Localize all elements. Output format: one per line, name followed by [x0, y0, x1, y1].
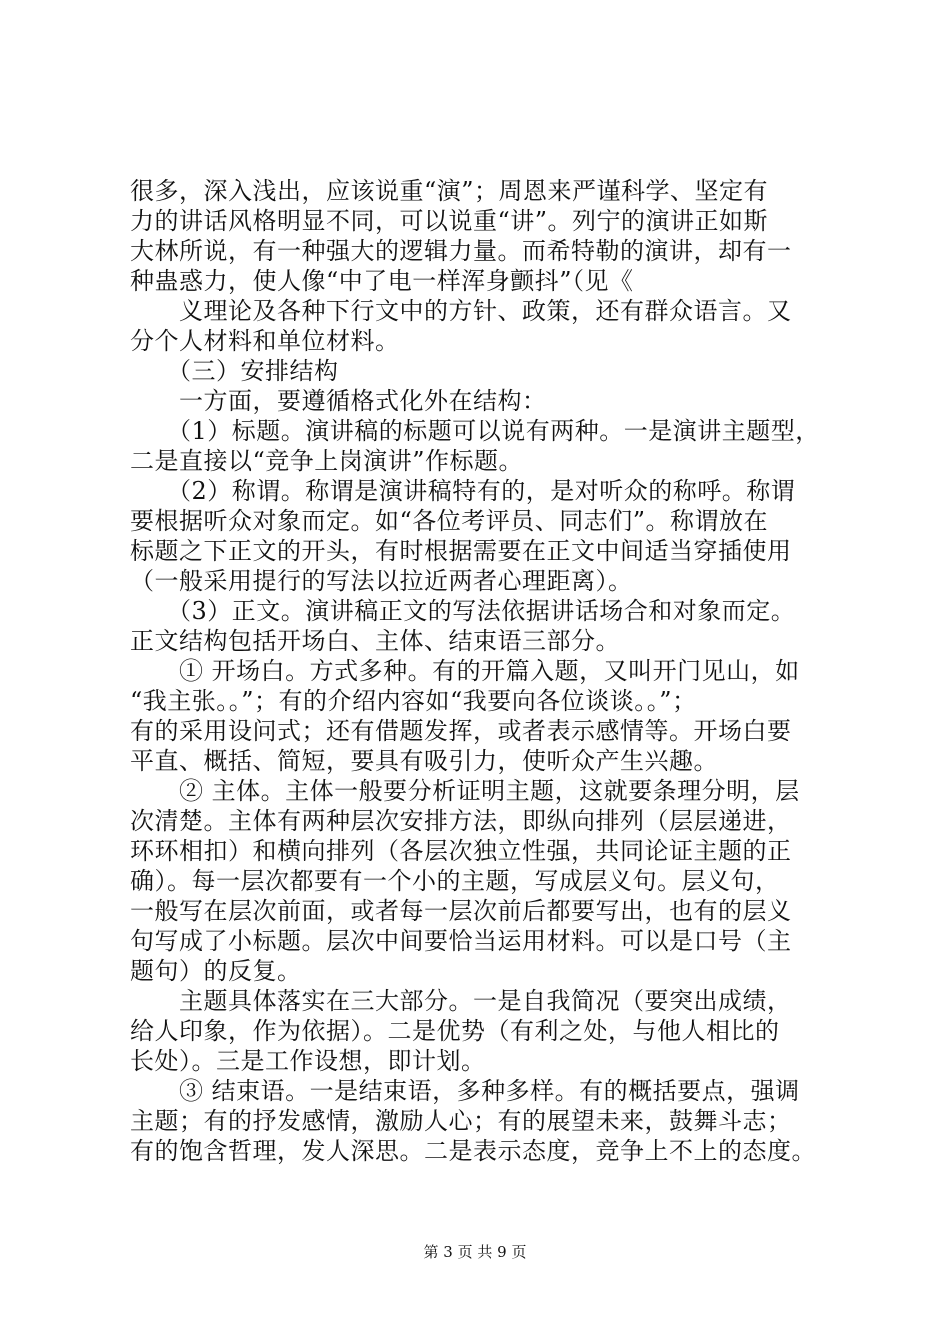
text-line: 给人印象，作为依据）。二是优势（有利之处，与他人相比的: [130, 1017, 780, 1045]
text-line: 长处）。三是工作设想，即计划。: [130, 1047, 486, 1075]
text-line: （3）正文。演讲稿正文的写法依据讲话场合和对象而定。: [130, 597, 796, 625]
text-line: 一方面，要遵循格式化外在结构：: [130, 387, 547, 415]
text-line: 义理论及各种下行文中的方针、政策，还有群众语言。又: [130, 297, 792, 325]
text-line: ③ 结束语。一是结束语，多种多样。有的概括要点，强调: [130, 1077, 800, 1105]
text-line: 主题具体落实在三大部分。一是自我简况（要突出成绩，: [130, 987, 792, 1015]
text-line: 标题之下正文的开头，有时根据需要在正文中间适当穿插使用: [130, 537, 792, 565]
text-line: （1）标题。演讲稿的标题可以说有两种。一是演讲主题型，: [130, 417, 820, 445]
text-line: 分个人材料和单位材料。: [130, 327, 400, 355]
text-line: （2）称谓。称谓是演讲稿特有的，是对听众的称呼。称谓: [130, 477, 796, 505]
text-line: 确）。每一层次都要有一个小的主题，写成层义句。层义句，: [130, 867, 780, 895]
text-line: 二是直接以“竞争上岗演讲”作标题。: [130, 447, 524, 475]
text-line: 一般写在层次前面，或者每一层次前后都要写出，也有的层义: [130, 897, 792, 925]
text-line: （一般采用提行的写法以拉近两者心理距离）。: [130, 567, 633, 595]
text-line: 要根据听众对象而定。如“各位考评员、同志们”。称谓放在: [130, 507, 769, 535]
text-line: 有的采用设问式；还有借题发挥，或者表示感情等。开场白要: [130, 717, 792, 745]
text-line: 题句）的反复。: [130, 957, 302, 985]
text-line: 句写成了小标题。层次中间要恰当运用材料。可以是口号（主: [130, 927, 792, 955]
text-line: ① 开场白。方式多种。有的开篇入题，又叫开门见山，如: [130, 657, 800, 685]
text-line: ② 主体。主体一般要分析证明主题，这就要条理分明，层: [130, 777, 800, 805]
page-number-footer: 第 3 页 共 9 页: [423, 1243, 527, 1261]
body-text: [130, 176, 830, 1166]
text-line: 次清楚。主体有两种层次安排方法，即纵向排列（层层递进，: [130, 807, 792, 835]
section-heading: （三）安排结构: [130, 357, 339, 385]
text-line: 平直、概括、简短，要具有吸引力，使听众产生兴趣。: [130, 747, 718, 775]
text-line: 很多，深入浅出，应该说重“演”；周恩来严谨科学、坚定有: [130, 177, 769, 205]
text-line: 主题；有的抒发感情，激励人心；有的展望未来，鼓舞斗志；: [130, 1107, 792, 1135]
text-line: 有的饱含哲理，发人深思。二是表示态度，竞争上不上的态度。: [130, 1137, 816, 1165]
text-line: 种蛊惑力，使人像“中了电一样浑身颤抖”（见《: [130, 267, 634, 295]
text-line: “我主张。。”；有的介绍内容如“我要向各位谈谈。。”；: [130, 687, 697, 715]
text-line: 力的讲话风格明显不同，可以说重“讲”。列宁的演讲正如斯: [130, 207, 769, 235]
text-line: 正文结构包括开场白、主体、结束语三部分。: [130, 627, 620, 655]
text-line: 大林所说，有一种强大的逻辑力量。而希特勒的演讲，却有一: [130, 237, 792, 265]
text-line: 环环相扣）和横向排列（各层次独立性强，共同论证主题的正: [130, 837, 792, 865]
